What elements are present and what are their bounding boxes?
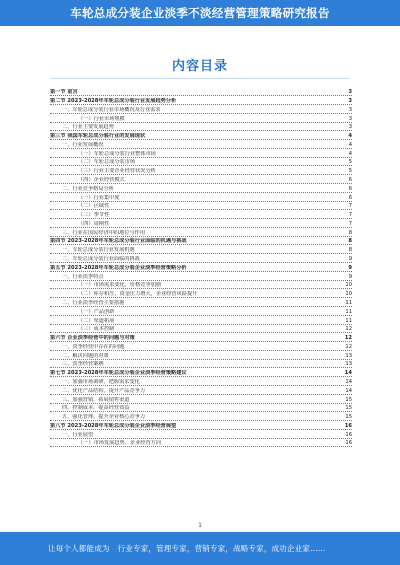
toc-entry-page: 8 bbox=[348, 238, 352, 245]
page-number: 1 bbox=[198, 522, 202, 529]
toc-entry-page: 10 bbox=[345, 291, 352, 298]
toc-entry[interactable] bbox=[50, 351, 352, 359]
toc-entry-page: 12 bbox=[345, 326, 352, 333]
toc-entry[interactable] bbox=[50, 430, 352, 438]
toc-entry-page: 16 bbox=[345, 440, 352, 447]
toc-entry-title: 第一节 前言 bbox=[50, 89, 78, 96]
toc-entry[interactable] bbox=[50, 290, 352, 298]
toc-entry[interactable] bbox=[50, 185, 352, 193]
toc-entry-page: 9 bbox=[348, 256, 352, 263]
toc-entry[interactable] bbox=[50, 387, 352, 395]
toc-entry[interactable] bbox=[50, 334, 352, 342]
toc-entry-title: （二）区域性 bbox=[78, 203, 110, 210]
toc-entry[interactable] bbox=[50, 395, 352, 403]
toc-entry-page: 7 bbox=[348, 220, 352, 227]
toc-entry-title: （三）季节性 bbox=[78, 212, 110, 219]
toc-entry[interactable] bbox=[50, 167, 352, 175]
toc-entry-page: 13 bbox=[345, 352, 352, 359]
toc-entry-title: 第七节 2023-2028年车轮总成分装企业淡季经营策略建议 bbox=[50, 370, 187, 377]
toc-entry-title: （三）成本控制 bbox=[78, 326, 115, 333]
toc-entry-title: 一、行业淡季特点 bbox=[62, 273, 104, 280]
toc-entry[interactable] bbox=[50, 106, 352, 114]
toc-entry-title: （一）市场需求变化，价格竞争加剧 bbox=[78, 282, 162, 289]
toc-entry[interactable] bbox=[50, 97, 352, 105]
toc-entry-page: 6 bbox=[348, 194, 352, 201]
footer-roles: 行业专家，管理专家，营销专家，战略专家，成功企业家…… bbox=[117, 544, 326, 553]
toc-entry-title: （三）行业主要企业经营状况分析 bbox=[78, 168, 156, 175]
toc-entry-title: 二、车轮总成分装行业面临的挑战 bbox=[62, 256, 140, 263]
toc-entry-page: 3 bbox=[348, 89, 352, 96]
toc-entry-page: 5 bbox=[348, 168, 352, 175]
toc-entry-page: 14 bbox=[344, 370, 352, 377]
toc-entry-page: 15 bbox=[345, 414, 352, 421]
footer-slogan: 让每个人都能成为 bbox=[48, 544, 110, 553]
toc-entry-title: （二）库存积压、资金压力增大，企业经营风险提升 bbox=[78, 291, 198, 298]
toc-entry-page: 16 bbox=[344, 422, 352, 429]
toc-entry[interactable] bbox=[50, 281, 352, 289]
toc-entry-title: 第五节 2023-2028年车轮总成分装企业淡季经营策略分析 bbox=[50, 264, 187, 271]
toc-entry-page: 9 bbox=[348, 273, 352, 280]
toc-entry[interactable] bbox=[50, 369, 352, 377]
toc-entry-title: 二、优化产品结构，提升产品竞争力 bbox=[62, 387, 146, 394]
toc-entry-title: 五、强化管理，提升企业核心竞争力 bbox=[62, 414, 146, 421]
toc-entry-page: 14 bbox=[345, 378, 352, 385]
toc-entry-title: （二）渠道拓展 bbox=[78, 317, 115, 324]
toc-entry-title: 二、行业淡季经营主要措施 bbox=[62, 299, 125, 306]
toc-entry-page: 10 bbox=[345, 282, 352, 289]
top-banner bbox=[0, 0, 400, 26]
toc-entry-title: 一、加强市场调研，把握需求变化 bbox=[62, 378, 140, 385]
toc-entry-title: 二、行业竞争格局分析 bbox=[62, 185, 114, 192]
toc-entry[interactable] bbox=[50, 237, 352, 245]
toc-entry-title: 三、淡季经营案例 bbox=[62, 361, 104, 368]
toc-entry[interactable] bbox=[50, 88, 352, 96]
toc-entry[interactable] bbox=[50, 114, 352, 122]
toc-entry-page: 4 bbox=[348, 150, 352, 157]
toc-entry[interactable] bbox=[50, 264, 352, 272]
toc-entry-page: 3 bbox=[348, 124, 352, 131]
toc-entry-title: （一）市场发展趋势，企业经营方向 bbox=[78, 440, 162, 447]
toc-entry-title: （一）产品创新 bbox=[78, 308, 115, 315]
toc-entry[interactable] bbox=[50, 149, 352, 157]
toc-entry-page: 8 bbox=[348, 247, 352, 254]
toc-entry-page: 16 bbox=[345, 431, 352, 438]
toc-entry[interactable] bbox=[50, 360, 352, 368]
toc-entry[interactable] bbox=[50, 123, 352, 131]
toc-entry-page: 7 bbox=[348, 212, 352, 219]
toc-entry[interactable] bbox=[50, 211, 352, 219]
toc-entry-page: 6 bbox=[348, 185, 352, 192]
toc-entry-page: 5 bbox=[348, 159, 352, 166]
toc-entry-title: 一、行业发展概况 bbox=[62, 141, 104, 148]
toc-entry-title: 第六节 企业淡季经营中的问题与对策 bbox=[50, 335, 135, 342]
toc-entry[interactable] bbox=[50, 325, 352, 333]
toc-entry-title: 三、加强营销，拓展销售渠道 bbox=[62, 396, 130, 403]
toc-entry-page: 11 bbox=[345, 308, 352, 315]
toc-entry-page: 11 bbox=[345, 299, 352, 306]
toc-entry-title: （一）行业市场规模 bbox=[78, 115, 125, 122]
toc-entry[interactable] bbox=[50, 272, 352, 280]
toc-entry-title: 一、行业展望 bbox=[62, 431, 94, 438]
toc-heading: 内容目录 bbox=[171, 59, 228, 74]
report-title: 车轮总成分装企业淡季不淡经营管理策略研究报告 bbox=[70, 6, 330, 20]
bottom-banner bbox=[0, 532, 400, 565]
table-of-contents bbox=[50, 88, 352, 448]
toc-entry[interactable] bbox=[50, 308, 352, 316]
toc-entry-page: 3 bbox=[348, 106, 352, 113]
toc-entry[interactable] bbox=[50, 413, 352, 421]
toc-entry[interactable] bbox=[50, 229, 352, 237]
toc-entry[interactable] bbox=[50, 158, 352, 166]
toc-entry[interactable] bbox=[50, 255, 352, 263]
toc-entry-page: 12 bbox=[344, 335, 352, 342]
toc-entry[interactable] bbox=[50, 422, 352, 430]
toc-entry-title: （四）周期性 bbox=[78, 220, 110, 227]
heading-divider bbox=[50, 78, 350, 79]
toc-entry-title: 四、控制成本，提高经营效益 bbox=[62, 405, 130, 412]
toc-entry-title: 二、行业主要发展趋势 bbox=[62, 124, 114, 131]
toc-entry-title: 第八节 2023-2028年车轮总成分装企业淡季经营展望 bbox=[50, 422, 177, 429]
toc-entry[interactable] bbox=[50, 439, 352, 447]
toc-entry-page: 8 bbox=[348, 229, 352, 236]
toc-entry-page: 3 bbox=[348, 115, 352, 122]
toc-entry-title: 一、车轮总成分装行业市场概况及行业需求 bbox=[62, 106, 161, 113]
toc-entry-title: （一）行业集中度 bbox=[78, 194, 120, 201]
toc-entry[interactable] bbox=[50, 404, 352, 412]
toc-entry-page: 12 bbox=[345, 343, 352, 350]
toc-entry-title: （一）车轮总成分装行业整体市场 bbox=[78, 150, 156, 157]
toc-entry-page: 3 bbox=[348, 97, 352, 104]
toc-entry[interactable] bbox=[50, 343, 352, 351]
toc-entry-page: 7 bbox=[348, 203, 352, 210]
toc-entry-title: 第四节 2023-2028年车轮总成分装行业面临的机遇与挑战 bbox=[50, 238, 187, 245]
toc-entry[interactable] bbox=[50, 176, 352, 184]
toc-entry-page: 13 bbox=[345, 361, 352, 368]
toc-entry[interactable] bbox=[50, 316, 352, 324]
toc-entry[interactable] bbox=[50, 193, 352, 201]
toc-entry[interactable] bbox=[50, 202, 352, 210]
toc-entry-title: 三、行业在国民经济中的地位与作用 bbox=[62, 229, 146, 236]
toc-entry-page: 14 bbox=[345, 387, 352, 394]
toc-entry-page: 9 bbox=[348, 264, 352, 271]
toc-entry-title: （二）车轮总成分装市场 bbox=[78, 159, 136, 166]
toc-entry[interactable] bbox=[50, 141, 352, 149]
toc-entry-title: 一、淡季经营中存在的问题 bbox=[62, 343, 125, 350]
toc-entry[interactable] bbox=[50, 220, 352, 228]
toc-entry-page: 15 bbox=[345, 396, 352, 403]
toc-entry-title: （四）企业经营模式 bbox=[78, 177, 125, 183]
toc-entry-page: 4 bbox=[348, 141, 352, 148]
toc-entry-title: 二、解决问题的对策 bbox=[62, 352, 109, 359]
toc-entry-page: 11 bbox=[345, 317, 352, 324]
toc-entry[interactable] bbox=[50, 246, 352, 254]
toc-entry-title: 第三节 我国车轮总成分装行业的发展现状 bbox=[50, 133, 146, 140]
toc-entry[interactable] bbox=[50, 132, 352, 140]
toc-entry[interactable] bbox=[50, 299, 352, 307]
toc-entry-page: 4 bbox=[348, 133, 352, 140]
toc-entry[interactable] bbox=[50, 378, 352, 386]
toc-entry-title: 第二节 2023-2028年车轮总成分装行业发展趋势分析 bbox=[50, 97, 177, 104]
toc-entry-page: 6 bbox=[348, 177, 352, 183]
toc-entry-page: 15 bbox=[345, 405, 352, 412]
toc-entry-title: 一、车轮总成分装行业发展机遇 bbox=[62, 247, 135, 254]
